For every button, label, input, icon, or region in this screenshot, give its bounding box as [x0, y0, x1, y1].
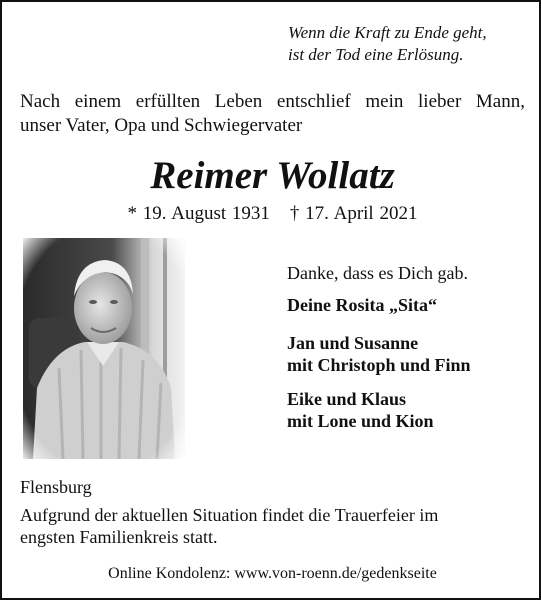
mourner-group-1: Deine Rosita „Sita“ [287, 295, 437, 315]
quote-line-1: Wenn die Kraft zu Ende geht, [288, 23, 487, 42]
quote [288, 22, 528, 66]
intro-line-2: unser Vater, Opa und Schwiegervater [20, 115, 303, 136]
thanks-line: Danke, dass es Dich gab. [287, 263, 468, 283]
death-date: † 17. April 2021 [289, 203, 418, 224]
funeral-notice [20, 504, 510, 548]
birth-date: * 19. August 1931 [127, 203, 270, 224]
quote-line-2: ist der Tod eine Erlösung. [288, 45, 464, 64]
life-dates [2, 202, 541, 226]
online-condolence: Online Kondolenz: www.von-roenn.de/gedenkseite [108, 565, 437, 582]
mourner-group-2 [287, 332, 527, 376]
mourner-group-2-line-2: mit Christoph und Finn [287, 355, 471, 375]
deceased-name: Reimer Wollatz [150, 154, 395, 197]
portrait-photo [23, 238, 185, 459]
intro-line-1: Nach einem erfüllten Leben entschlief mein lieber Mann, [20, 91, 525, 112]
mourner-group-3 [287, 388, 527, 432]
notice-line-2: engsten Familienkreis statt. [20, 527, 218, 547]
notice-line-1: Aufgrund der aktuellen Situation findet die Trauerfeier im [20, 505, 439, 525]
mourner-group-3-line-2: mit Lone und Kion [287, 411, 434, 431]
place-name: Flensburg [20, 477, 92, 497]
intro-text [20, 90, 525, 138]
mourner-group-2-line-1: Jan und Susanne [287, 333, 419, 353]
mourner-group-3-line-1: Eike und Klaus [287, 389, 407, 409]
